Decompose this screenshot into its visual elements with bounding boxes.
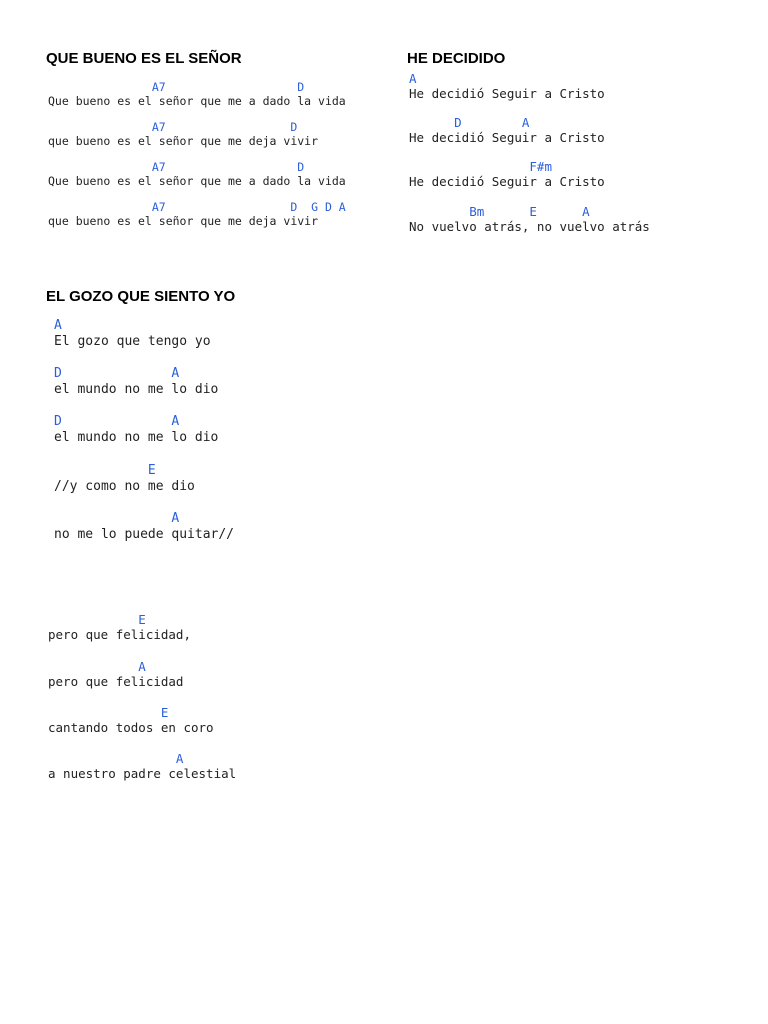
lyric-line: el mundo no me lo dio xyxy=(54,430,219,445)
chord-line: D A xyxy=(54,366,180,381)
lyric-line: pero que felicidad, xyxy=(48,627,191,642)
chord-line: A7 D xyxy=(48,160,305,174)
chord-line: D A xyxy=(54,414,180,429)
chord-line: D A xyxy=(409,115,530,130)
lyric-line: pero que felicidad xyxy=(48,674,184,689)
chord-line: A7 D xyxy=(48,120,298,134)
lyric-line: He decidió Seguir a Cristo xyxy=(409,174,605,189)
chord-line: A xyxy=(54,511,180,526)
song-title: QUE BUENO ES EL SEÑOR xyxy=(46,50,242,67)
lyric-line: El gozo que tengo yo xyxy=(54,334,211,349)
lyric-line: No vuelvo atrás, no vuelvo atrás xyxy=(409,219,650,234)
lyric-line: el mundo no me lo dio xyxy=(54,382,219,397)
chord-line: A xyxy=(48,659,146,674)
song-title: EL GOZO QUE SIENTO YO xyxy=(46,288,236,305)
chord-line: E xyxy=(48,612,146,627)
lyric-line: que bueno es el señor que me deja vivir xyxy=(48,214,319,228)
chord-line: Bm E A xyxy=(409,204,590,219)
chord-line: F#m xyxy=(409,159,552,174)
lyric-line: que bueno es el señor que me deja vivir xyxy=(48,134,319,148)
lyric-line: He decidió Seguir a Cristo xyxy=(409,86,605,101)
chord-line: E xyxy=(54,463,156,478)
lyric-line: Que bueno es el señor que me a dado la vida xyxy=(48,94,346,108)
chord-line: A xyxy=(409,71,417,86)
chord-line: E xyxy=(48,705,169,720)
lyric-line: He decidió Seguir a Cristo xyxy=(409,130,605,145)
lyric-line: no me lo puede quitar// xyxy=(54,527,235,542)
lyric-line: Que bueno es el señor que me a dado la vida xyxy=(48,174,346,188)
lyric-line: cantando todos en coro xyxy=(48,720,214,735)
chord-line: A7 D xyxy=(48,80,305,94)
chord-line: A xyxy=(54,318,62,333)
chord-line: A xyxy=(48,751,184,766)
lyric-line: a nuestro padre celestial xyxy=(48,766,237,781)
lyric-line: //y como no me dio xyxy=(54,479,195,494)
song-title: HE DECIDIDO xyxy=(407,50,506,67)
chord-line: A7 D G D A xyxy=(48,200,346,214)
